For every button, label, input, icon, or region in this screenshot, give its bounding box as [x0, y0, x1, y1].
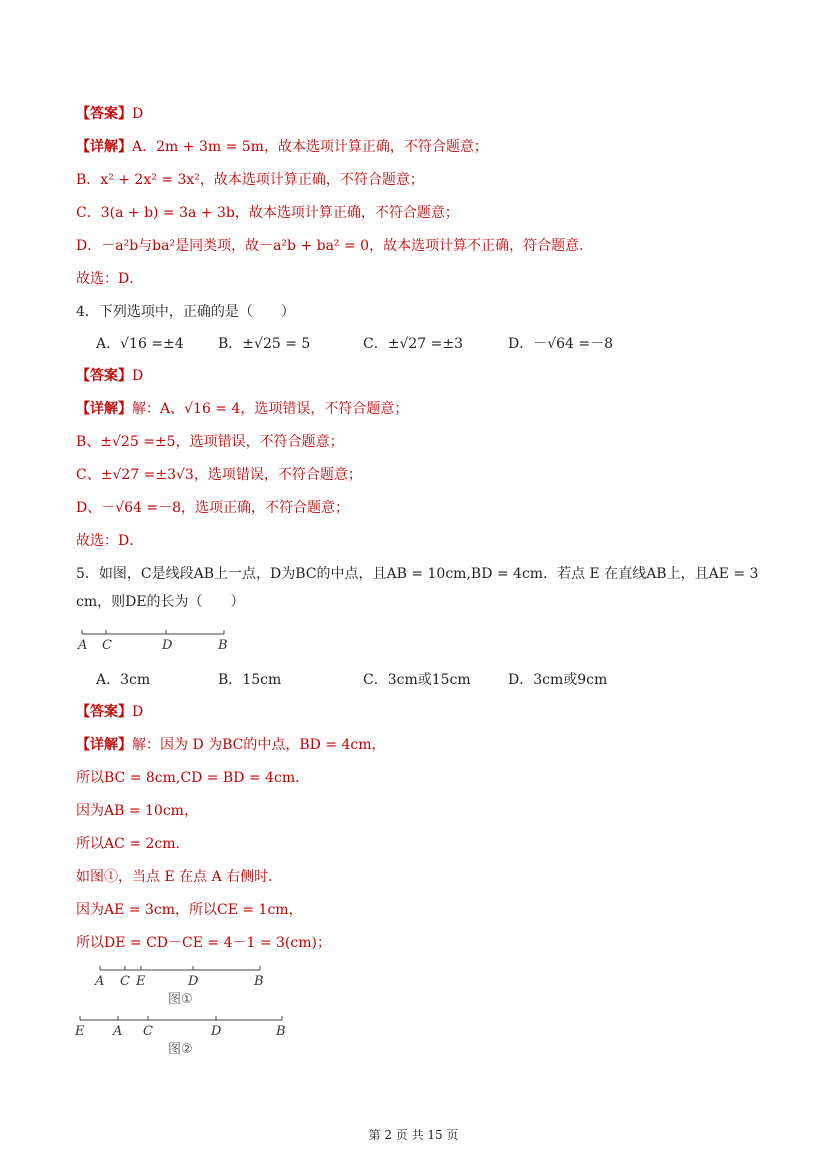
q4-detail-b: B、±√25 =±5，选项错误，不符合题意； — [76, 434, 344, 450]
q4-detail-c: C、±√27 =±3√3，选项错误，不符合题意； — [76, 467, 362, 483]
label-d: D — [211, 1024, 222, 1039]
q5-figure-2 — [70, 1010, 300, 1060]
detail-tag: 【详解】 — [76, 737, 132, 753]
detail-tag: 【详解】 — [76, 139, 132, 155]
q5-detail-6: 因为AE = 3cm，所以CE = 1cm， — [76, 902, 303, 918]
q5-detail-5: 如图①，当点 E 在点 A 右侧时． — [76, 869, 283, 885]
q5-option-a: A．3cm — [96, 672, 151, 688]
q4-option-c: C．±√27 =±3 — [363, 336, 463, 352]
math-expr: 3(a + b) = 3a + 3b — [100, 205, 235, 221]
label-d: D — [188, 974, 199, 989]
detail-text: ，故本选项计算正确，不符合题意； — [234, 205, 459, 221]
q3-detail-b — [76, 170, 424, 190]
label-e: E — [75, 1024, 85, 1039]
answer-tag: 【答案】 — [76, 106, 132, 122]
label-d: D — [162, 638, 173, 653]
q4-stem: 4．下列选项中，正确的是（ ） — [76, 304, 295, 320]
page-footer: 第 2 页 共 15 页 — [368, 1128, 459, 1142]
q3-detail-a — [76, 137, 488, 157]
q4-detail-d: D、－√64 =－8，选项正确，不符合题意； — [76, 500, 350, 516]
q3-detail-c — [76, 203, 459, 223]
q4-choose: 故选：D． — [76, 533, 144, 549]
q5-detail-2: 所以BC = 8cm,CD = BD = 4cm． — [76, 770, 310, 786]
q5-figure-1 — [88, 960, 278, 1010]
label-b: B — [276, 1024, 286, 1039]
q5-option-b: B．15cm — [218, 672, 282, 688]
label-a: A — [113, 1024, 123, 1039]
q5-segment-figure — [76, 624, 246, 654]
q5-answer-line — [76, 702, 143, 722]
label-b: B — [218, 638, 228, 653]
q3-detail-d — [76, 236, 593, 256]
q5-detail-4: 所以AC = 2cm． — [76, 836, 190, 852]
q5-stem-line1: 5．如图，C是线段AB上一点，D为BC的中点，且AB = 10cm,BD = 4cm．若点 E 在直线AB上，且AE = 3 — [76, 566, 759, 582]
detail-tag: 【详解】 — [76, 401, 132, 417]
q5-stem-line2: cm，则DE的长为（ ） — [76, 594, 245, 610]
q4-answer-line — [76, 366, 143, 386]
q4-option-b: B．±√25 = 5 — [218, 336, 311, 352]
answer-tag: 【答案】 — [76, 704, 132, 720]
figure-caption: 图② — [168, 1042, 193, 1057]
q4-option-d: D．－√64 =－8 — [508, 336, 614, 352]
q5-option-d: D．3cm或9cm — [508, 672, 608, 688]
detail-text: 解：因为 D 为BC的中点，BD = 4cm， — [132, 737, 386, 753]
answer-tag: 【答案】 — [76, 368, 132, 384]
math-expr: x² + 2x² = 3x² — [100, 172, 200, 188]
answer-value: D — [132, 368, 144, 384]
label-a: A — [95, 974, 105, 989]
option-lead: A． — [132, 139, 157, 155]
q3-answer-line — [76, 104, 143, 124]
label-e: E — [136, 974, 146, 989]
answer-value: D — [132, 106, 144, 122]
math-expr: －a²b与ba²是同类项，故－a²b + ba² = 0 — [101, 238, 370, 254]
detail-text: ，故本选项计算正确，不符合题意； — [199, 172, 424, 188]
label-c: C — [102, 638, 112, 653]
q4-option-a: A．√16 =±4 — [96, 336, 184, 352]
label-a: A — [78, 638, 88, 653]
figure-caption: 图① — [168, 992, 193, 1007]
detail-text: 解：A、√16 = 4，选项错误，不符合题意； — [132, 401, 409, 417]
label-b: B — [254, 974, 264, 989]
q5-detail-7: 所以DE = CD－CE = 4－1 = 3(cm)； — [76, 935, 331, 951]
option-lead: C． — [76, 205, 101, 221]
answer-value: D — [132, 704, 144, 720]
detail-text: ，故本选项计算不正确，符合题意． — [369, 238, 594, 254]
label-c: C — [143, 1024, 153, 1039]
q5-detail-3: 因为AB = 10cm， — [76, 803, 198, 819]
q3-choose: 故选：D． — [76, 271, 144, 287]
q5-option-c: C．3cm或15cm — [363, 672, 471, 688]
q5-detail-1 — [76, 735, 386, 755]
q4-detail-a — [76, 399, 408, 419]
math-expr: 2m + 3m = 5m — [156, 139, 264, 155]
option-lead: D． — [76, 238, 102, 254]
option-lead: B． — [76, 172, 101, 188]
label-c: C — [120, 974, 130, 989]
detail-text: ，故本选项计算正确，不符合题意； — [263, 139, 488, 155]
